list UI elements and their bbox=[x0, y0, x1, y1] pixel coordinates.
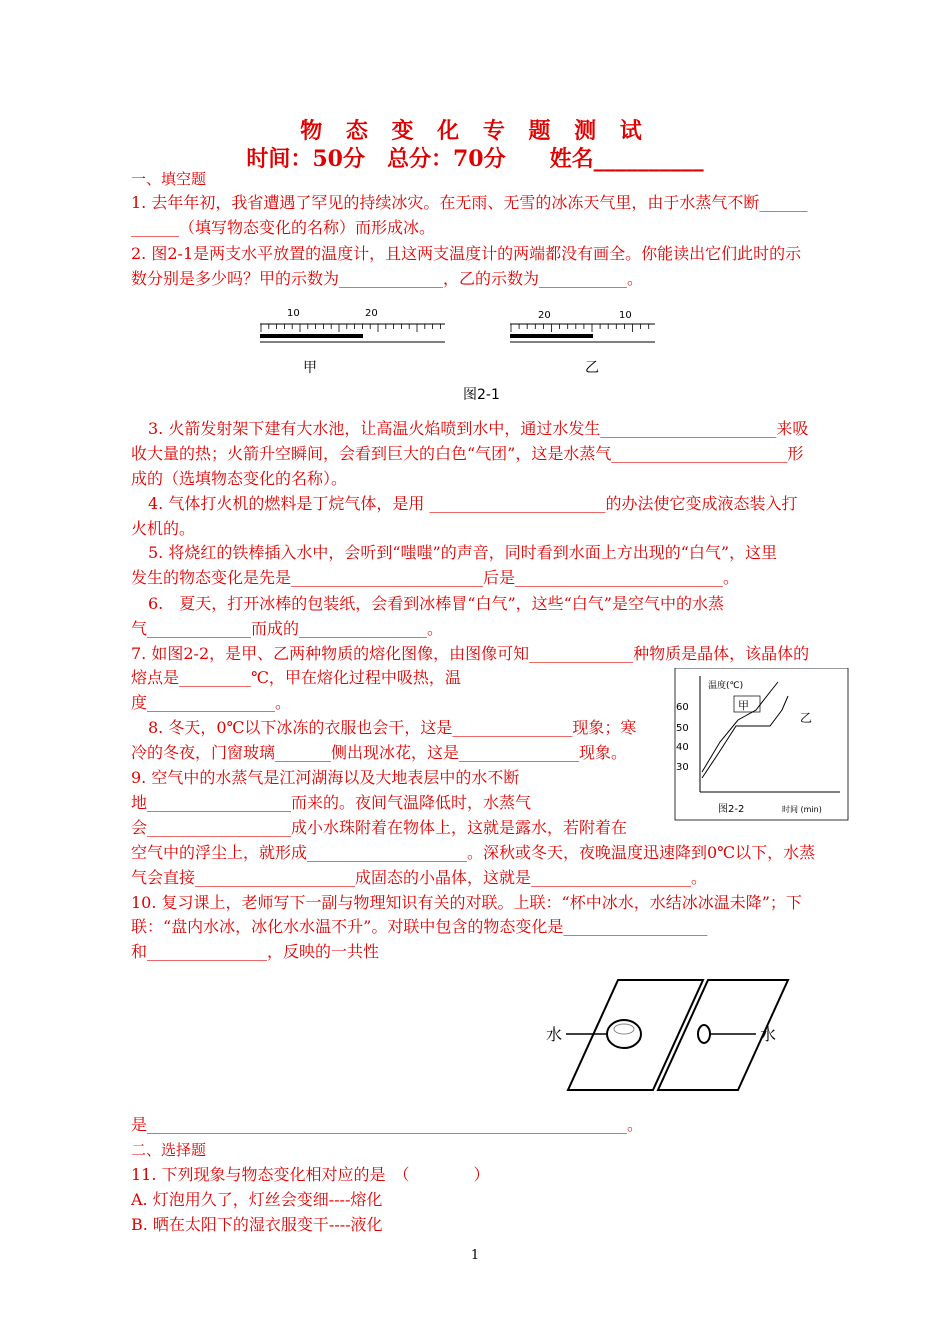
ytick-60: 60 bbox=[676, 702, 689, 713]
question-11-stem: 11. 下列现象与物态变化相对应的是 （ ） bbox=[131, 1165, 490, 1184]
thermometer-yi-tick-10: 10 bbox=[619, 310, 632, 321]
question-8-line-2: 冷的冬夜，门窗玻璃_______侧出现冰花，这是_______________现象。 bbox=[131, 743, 628, 762]
thermometer-yi-tick-20: 20 bbox=[538, 310, 551, 321]
question-9-line-5: 气会直接____________________成固态的小晶体，这就是____________________。 bbox=[131, 868, 708, 887]
question-2-line-1: 2. 图2-1是两支水平放置的温度计，且这两支温度计的两端都没有画全。你能读出它们此时的示 bbox=[131, 244, 802, 263]
question-9-line-4: 空气中的浮尘上，就形成____________________。深秋或冬天，夜晚温度迅速降到0℃以下，水蒸 bbox=[131, 843, 816, 862]
question-7-line-2: 熔点是_________℃，甲在熔化过程中吸热，温 bbox=[131, 668, 461, 687]
label-jia: 甲 bbox=[303, 360, 317, 376]
ytick-50: 50 bbox=[676, 723, 689, 734]
question-2-line-2: 数分别是多少吗？甲的示数为_____________，乙的示数为___________。 bbox=[131, 269, 644, 288]
figure-2-1-caption: 图2-1 bbox=[463, 387, 500, 403]
ytick-30: 30 bbox=[676, 762, 689, 773]
question-1-line-1: 1. 去年年初，我省遭遇了罕见的持续冰灾。在无雨、无雪的冰冻天气里，由于水蒸气不断______ bbox=[131, 193, 808, 212]
question-1-line-2: ______（填写物态变化的名称）而形成冰。 bbox=[131, 218, 436, 237]
figure-2-2-caption: 图2-2 bbox=[718, 804, 745, 815]
figure-2-1-thermometers bbox=[255, 302, 655, 377]
thermometer-jia-tick-20: 20 bbox=[365, 308, 378, 319]
question-9-line-2: 地__________________而来的。夜间气温降低时，水蒸气 bbox=[131, 793, 532, 812]
question-10-line-4: 是____________________________________________________________。 bbox=[131, 1115, 644, 1134]
thermometer-yi bbox=[510, 310, 655, 342]
question-6-line-1: 6. 夏天，打开冰棒的包装纸，会看到冰棒冒“白气”，这些“白气”是空气中的水蒸 bbox=[148, 594, 724, 613]
thermometer-jia bbox=[260, 308, 445, 342]
question-9-line-3: 会__________________成小水珠附着在物体上，这就是露水，若附着在 bbox=[131, 818, 628, 837]
label-yi: 乙 bbox=[585, 360, 599, 376]
thermometer-jia-tick-10: 10 bbox=[287, 308, 300, 319]
label-water-right: 水 bbox=[760, 1025, 777, 1044]
question-5-line-2: 发生的物态变化是先是________________________后是__________________________。 bbox=[131, 568, 740, 587]
page-subtitle: 时间：50分 总分：70分 姓名__________ bbox=[246, 146, 704, 172]
page-number: 1 bbox=[470, 1248, 480, 1263]
question-3-line-1: 3. 火箭发射架下建有大水池，让高温火焰喷到水中，通过水发生______________________来吸 bbox=[148, 419, 809, 438]
page-title: 物 态 变 化 专 题 测 试 bbox=[300, 118, 650, 144]
curve-label-yi: 乙 bbox=[800, 711, 813, 725]
section-heading-fill: 一、填空题 bbox=[131, 170, 207, 188]
figure-2-2-ylabel: 温度(℃) bbox=[708, 681, 744, 691]
question-11-option-a: A. 灯泡用久了，灯丝会变细----熔化 bbox=[131, 1190, 383, 1209]
figure-water-drops bbox=[538, 972, 793, 1097]
question-10-line-3: 和_______________，反映的一共性 bbox=[131, 942, 380, 961]
question-4-line-2: 火机的。 bbox=[131, 519, 196, 538]
label-water-left: 水 bbox=[546, 1025, 563, 1044]
curve-jia bbox=[702, 682, 778, 772]
question-10-line-2: 联：“盘内水冰，冰化水水温不升”。对联中包含的物态变化是__________________ bbox=[131, 917, 708, 936]
figure-2-2-melting-graph bbox=[660, 668, 850, 823]
question-3-line-3: 成的（选填物态变化的名称）。 bbox=[131, 469, 348, 488]
question-8-line-1: 8. 冬天，0℃以下冰冻的衣服也会干，这是_______________现象；寒 bbox=[148, 718, 637, 737]
question-10-line-1: 10. 复习课上，老师写下一副与物理知识有关的对联。上联：“杯中冰水，水结冰冰温未降”；下 bbox=[131, 893, 802, 912]
curve-label-jia: 甲 bbox=[738, 699, 749, 712]
section-heading-choice: 二、选择题 bbox=[131, 1141, 207, 1159]
question-7-line-1: 7. 如图2-2，是甲、乙两种物质的熔化图像，由图像可知_____________种物质是晶体，该晶体的 bbox=[131, 644, 810, 663]
figure-2-2-xlabel: 时间 (min) bbox=[782, 805, 822, 814]
question-11-option-b: B. 晒在太阳下的湿衣服变干----液化 bbox=[131, 1215, 383, 1234]
question-6-line-2: 气_____________而成的________________。 bbox=[131, 619, 444, 638]
question-9-line-1: 9. 空气中的水蒸气是江河湖海以及大地表层中的水不断 bbox=[131, 768, 520, 787]
question-5-line-1: 5. 将烧红的铁棒插入水中，会听到“嗤嗤”的声音，同时看到水面上方出现的“白气”，这里 bbox=[148, 543, 778, 562]
question-3-line-2: 收大量的热；火箭升空瞬间，会看到巨大的白色“气团”，这是水蒸气______________________形 bbox=[131, 444, 804, 463]
question-4-line-1: 4. 气体打火机的燃料是丁烷气体，是用 ______________________的办法使它变成液态装入打 bbox=[148, 494, 798, 513]
small-water-drop bbox=[698, 1025, 710, 1043]
question-7-line-3: 度________________。 bbox=[131, 693, 292, 712]
ytick-40: 40 bbox=[676, 742, 689, 753]
